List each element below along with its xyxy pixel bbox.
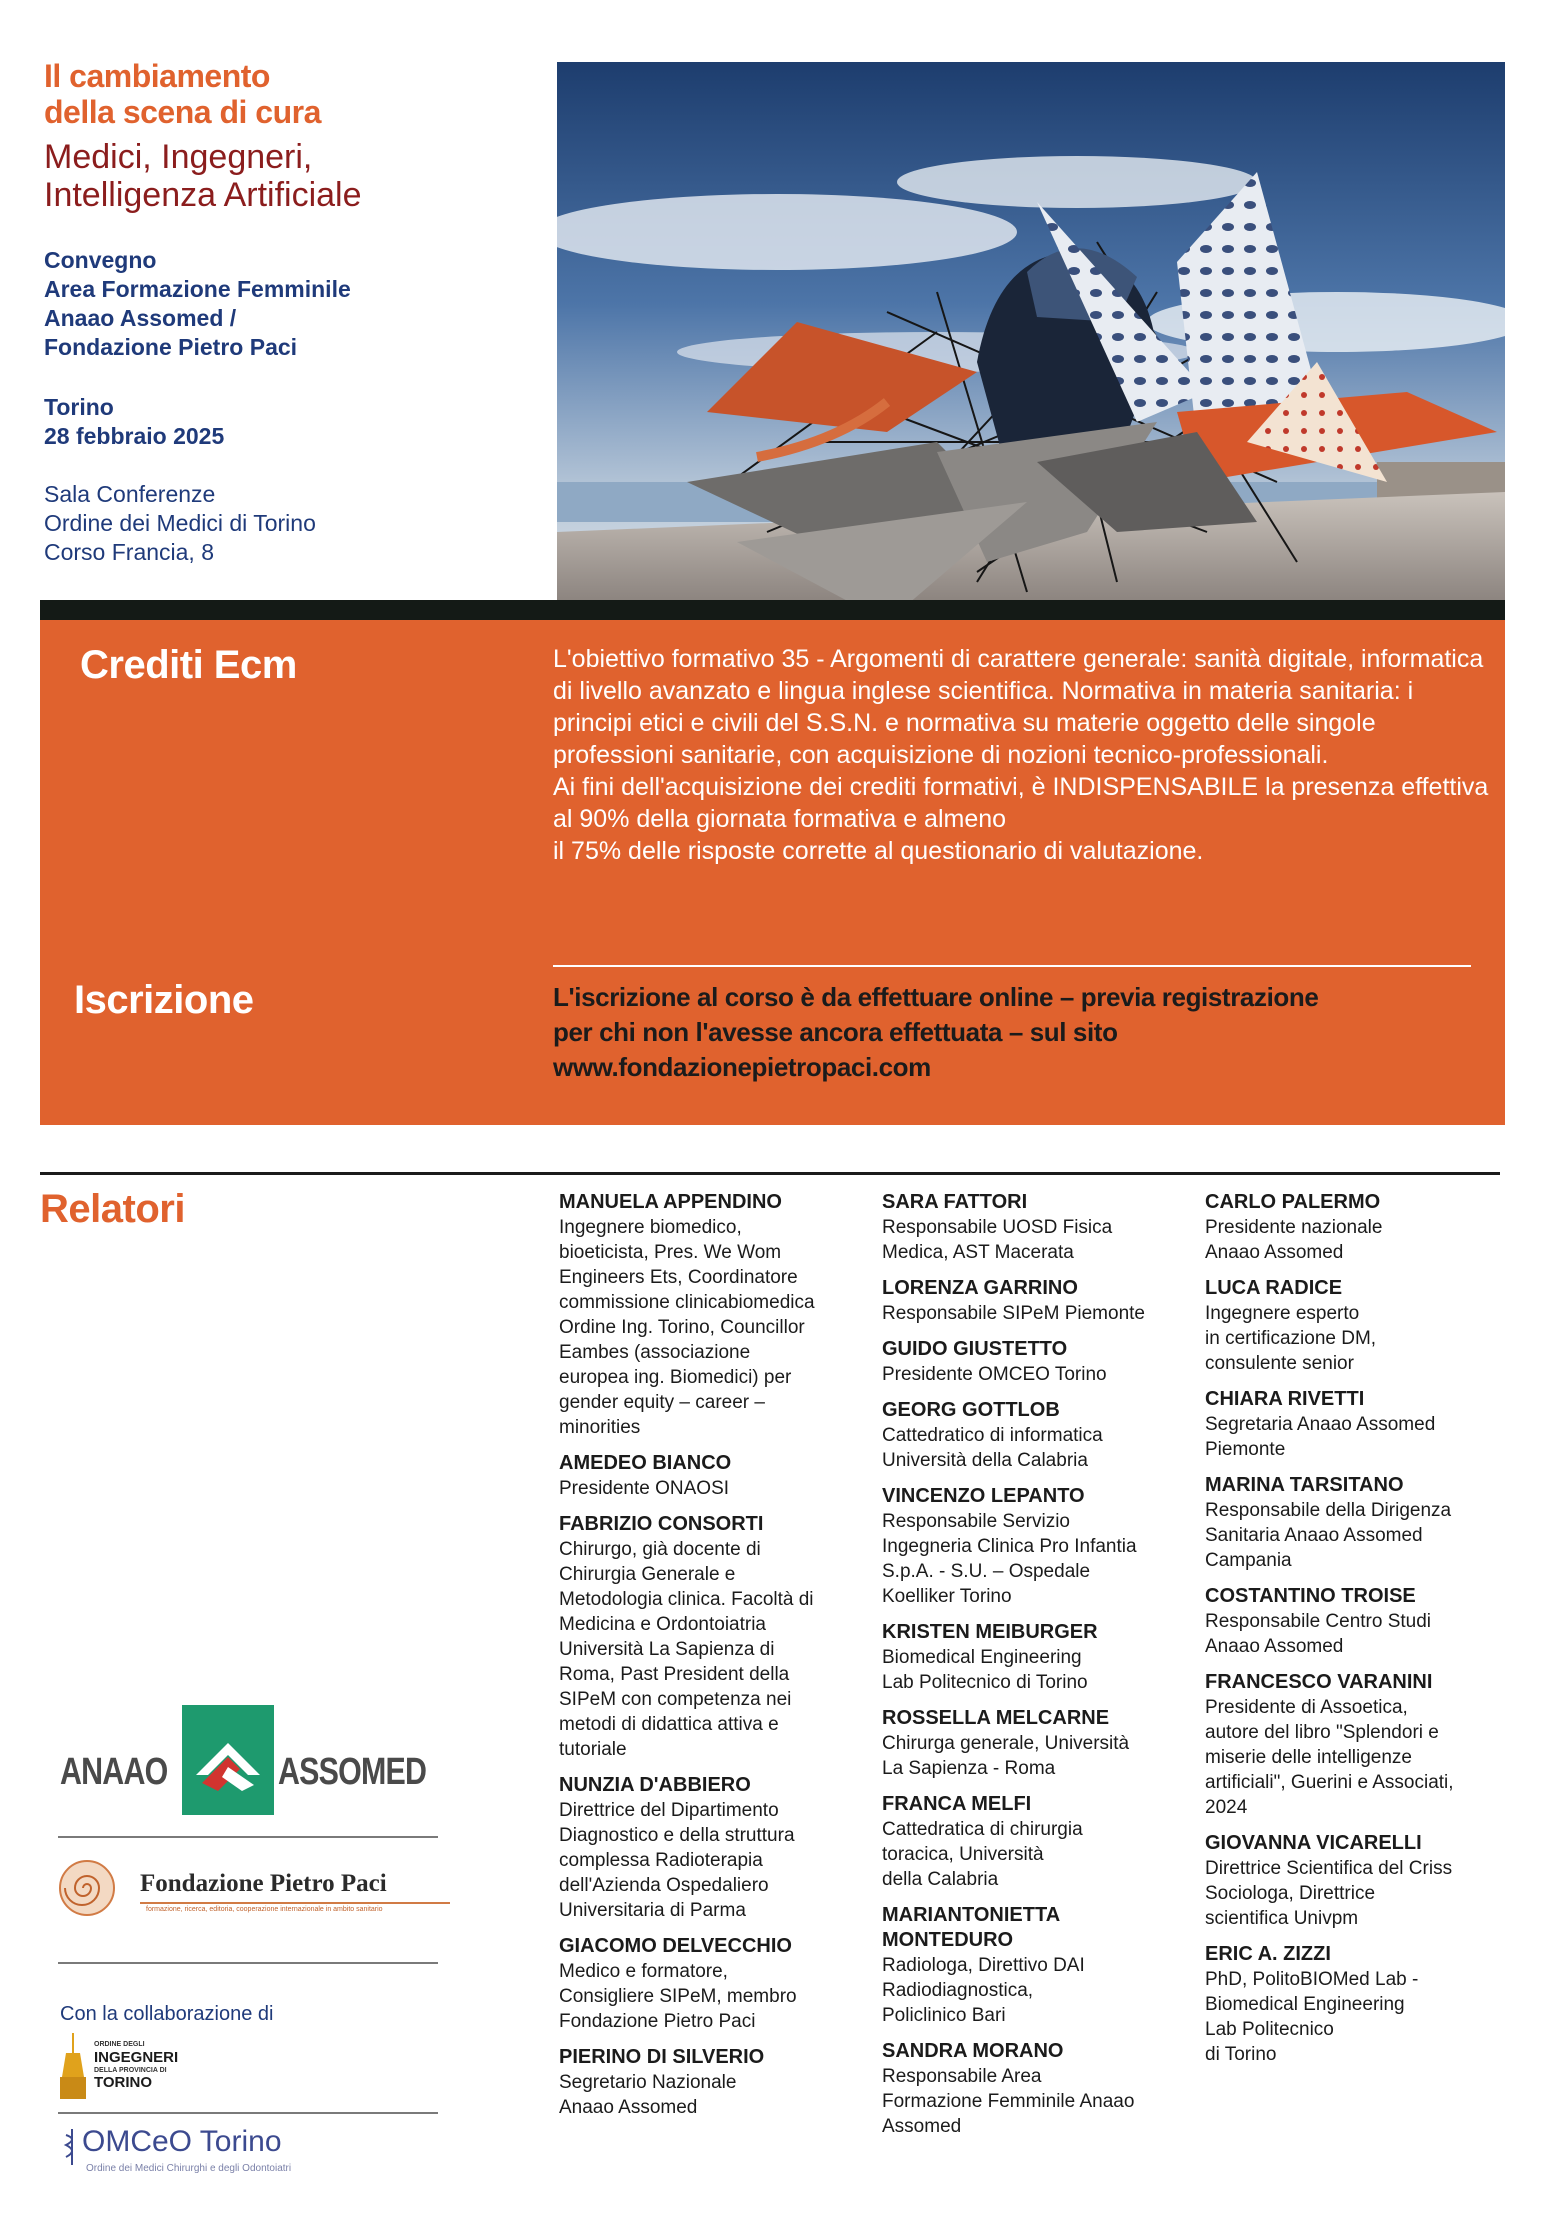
iscrizione-line1: L'iscrizione al corso è da effettuare online – previa registrazione <box>553 982 1319 1012</box>
fondazione-tagline: formazione, ricerca, editoria, cooperazione internazionale in ambito sanitario <box>146 1906 383 1913</box>
speaker-role-line: autore del libro "Splendori e <box>1205 1722 1439 1743</box>
speaker-role-line: Anaao Assomed <box>1205 1636 1344 1657</box>
speaker-role-line: consulente senior <box>1205 1353 1354 1374</box>
anaao-emblem-icon <box>182 1705 274 1815</box>
anaao-emblem-svg <box>182 1705 274 1815</box>
ingegneri-logo-main: INGEGNERI <box>94 2049 179 2066</box>
anaao-assomed-logo <box>60 1705 440 1815</box>
speaker-entry <box>882 1190 1192 1265</box>
relatori-rule <box>40 1172 1500 1175</box>
omceo-logo-text: OMCeO Torino <box>82 2125 282 2158</box>
ingegneri-logo-city: TORINO <box>94 2074 153 2091</box>
speaker-role-line: Responsabile della Dirigenza <box>1205 1500 1452 1521</box>
speaker-role-line: gender equity – career – <box>559 1392 765 1413</box>
speaker-entry <box>882 1620 1192 1695</box>
speaker-role-line: Diagnostico e della struttura <box>559 1825 795 1846</box>
speaker-name: FRANCA MELFI <box>882 1793 1032 1815</box>
mole-antonelliana-svg <box>58 2033 88 2099</box>
event-date: 28 febbraio 2025 <box>44 423 225 449</box>
speaker-entry <box>1205 1387 1515 1462</box>
speaker-entry <box>1205 1942 1515 2067</box>
speaker-role-line: Responsabile Centro Studi <box>1205 1611 1432 1632</box>
logo-divider <box>58 1836 438 1838</box>
speaker-entry <box>1205 1831 1515 1931</box>
speaker-name: ERIC A. ZIZZI <box>1205 1943 1331 1965</box>
relatori-heading: Relatori <box>40 1187 185 1231</box>
event-subtitle <box>44 138 524 214</box>
speaker-entry <box>1205 1584 1515 1659</box>
speaker-role-line: Assomed <box>882 2116 962 2137</box>
speaker-role-line: Anaao Assomed <box>1205 1242 1344 1263</box>
fondazione-logo <box>56 1858 456 1918</box>
speaker-role-line: Sanitaria Anaao Assomed <box>1205 1525 1423 1546</box>
speaker-role-line: Ingegneria Clinica Pro Infantia <box>882 1536 1137 1557</box>
speaker-role-line: Ordine Ing. Torino, Councillor <box>559 1317 805 1338</box>
speaker-entry <box>882 1398 1192 1473</box>
speaker-name: MANUELA APPENDINO <box>559 1191 782 1213</box>
speaker-name: KRISTEN MEIBURGER <box>882 1621 1098 1643</box>
speaker-role-line: Responsabile UOSD Fisica <box>882 1217 1113 1238</box>
speaker-role-line: Universitaria di Parma <box>559 1900 746 1921</box>
speaker-role-line: commissione clinicabiomedica <box>559 1292 815 1313</box>
speaker-role-line: SIPeM con competenza nei <box>559 1689 792 1710</box>
speaker-role-line: Responsabile Area <box>882 2066 1042 2087</box>
speaker-role-line: Fondazione Pietro Paci <box>559 2011 756 2032</box>
logo-divider <box>58 1962 438 1964</box>
crediti-requirement: Ai fini dell'acquisizione dei crediti formativi, è INDISPENSABILE la presenza effettiva al 90% della giornata formativa e almeno <box>553 773 1489 833</box>
speaker-role-line: Lab Politecnico di Torino <box>882 1672 1088 1693</box>
speaker-role-line: europea ing. Biomedici) per <box>559 1367 792 1388</box>
speaker-role-line: Koelliker Torino <box>882 1586 1012 1607</box>
speaker-role-line: Chirurgia Generale e <box>559 1564 736 1585</box>
speaker-role-line: Medica, AST Macerata <box>882 1242 1074 1263</box>
speaker-role-line: Roma, Past President della <box>559 1664 790 1685</box>
venue-line: Ordine dei Medici di Torino <box>44 510 316 536</box>
speakers-column-3 <box>1205 1190 1515 2078</box>
nautilus-shell-svg <box>56 1858 118 1918</box>
event-city: Torino <box>44 394 114 420</box>
speaker-role-line: Chirurgo, già docente di <box>559 1539 761 1560</box>
speaker-role-line: Campania <box>1205 1550 1292 1571</box>
speaker-name: NUNZIA D'ABBIERO <box>559 1774 751 1796</box>
speaker-name: COSTANTINO TROISE <box>1205 1585 1416 1607</box>
speaker-name: LUCA RADICE <box>1205 1277 1343 1299</box>
speaker-role-line: scientifica Univpm <box>1205 1908 1359 1929</box>
speaker-role-line: Università della Calabria <box>882 1450 1088 1471</box>
speaker-role-line: della Calabria <box>882 1869 999 1890</box>
venue-line: Corso Francia, 8 <box>44 539 215 565</box>
speaker-role-line: Cattedratica di chirurgia <box>882 1819 1083 1840</box>
speaker-entry <box>559 1773 869 1923</box>
venue-block <box>44 480 544 567</box>
speaker-name: GIOVANNA VICARELLI <box>1205 1832 1422 1854</box>
speaker-role-line: Biomedical Engineering <box>882 1647 1082 1668</box>
speaker-role-line: in certificazione DM, <box>1205 1328 1377 1349</box>
fondazione-logo-text: Fondazione Pietro Paci <box>140 1870 387 1897</box>
speaker-entry <box>882 2039 1192 2139</box>
anaao-logo-text: ANAAO <box>60 1751 168 1793</box>
speaker-role-line: Radiologa, Direttivo DAI <box>882 1955 1085 1976</box>
speaker-name: AMEDEO BIANCO <box>559 1452 732 1474</box>
speaker-entry <box>559 1934 869 2034</box>
crediti-requirement-2: il 75% delle risposte corrette al questionario di valutazione. <box>553 837 1204 865</box>
convegno-line: Anaao Assomed / <box>44 305 237 331</box>
event-title-line2: della scena di cura <box>44 94 321 130</box>
omceo-logo-subtext: Ordine dei Medici Chirurghi e degli Odontoiatri <box>86 2163 292 2174</box>
dark-divider-bar <box>40 600 1505 620</box>
convegno-block <box>44 246 544 362</box>
speaker-role-line: Ingegnere biomedico, <box>559 1217 742 1238</box>
speaker-entry <box>1205 1276 1515 1376</box>
speaker-entry <box>882 1484 1192 1609</box>
speaker-name: LORENZA GARRINO <box>882 1277 1078 1299</box>
speaker-role-line: metodi di didattica attiva e <box>559 1714 779 1735</box>
speaker-entry <box>882 1337 1192 1387</box>
speaker-role-line: Segretario Nazionale <box>559 2072 737 2093</box>
mole-antonelliana-icon <box>58 2033 88 2099</box>
speaker-role-line: Eambes (associazione <box>559 1342 751 1363</box>
speaker-name: CHIARA RIVETTI <box>1205 1388 1365 1410</box>
speaker-name: PIERINO DI SILVERIO <box>559 2046 765 2068</box>
speaker-entry <box>882 1903 1192 2028</box>
speaker-role-line: PhD, PolitoBIOMed Lab - <box>1205 1969 1419 1990</box>
speaker-role-line: Sociologa, Direttrice <box>1205 1883 1376 1904</box>
speaker-entry <box>559 1451 869 1501</box>
speaker-role-line: Presidente ONAOSI <box>559 1478 730 1499</box>
venue-line: Sala Conferenze <box>44 481 216 507</box>
speaker-role-line: Responsabile Servizio <box>882 1511 1070 1532</box>
speaker-role-line: S.p.A. - S.U. – Ospedale <box>882 1561 1091 1582</box>
event-title-line1: Il cambiamento <box>44 58 270 94</box>
speaker-name: MARIANTONIETTA MONTEDURO <box>882 1904 1060 1951</box>
speaker-role-line: Direttrice Scientifica del Criss <box>1205 1858 1453 1879</box>
speaker-role-line: Ingegnere esperto <box>1205 1303 1360 1324</box>
speaker-name: CARLO PALERMO <box>1205 1191 1381 1213</box>
speaker-entry <box>882 1792 1192 1892</box>
registration-link[interactable]: www.fondazionepietropaci.com <box>553 1052 931 1082</box>
speaker-entry <box>1205 1190 1515 1265</box>
speaker-role-line: complessa Radioterapia <box>559 1850 763 1871</box>
speaker-name: FABRIZIO CONSORTI <box>559 1513 764 1535</box>
assomed-logo-text: ASSOMED <box>278 1751 427 1793</box>
speaker-entry <box>882 1706 1192 1781</box>
speaker-role-line: Segretaria Anaao Assomed <box>1205 1414 1436 1435</box>
convegno-line: Area Formazione Femminile <box>44 276 351 302</box>
speaker-role-line: Anaao Assomed <box>559 2097 698 2118</box>
speaker-name: ROSSELLA MELCARNE <box>882 1707 1110 1729</box>
hero-sculpture-illustration <box>557 62 1505 600</box>
convegno-line: Convegno <box>44 247 157 273</box>
speaker-role-line: Presidente OMCEO Torino <box>882 1364 1107 1385</box>
speaker-entry <box>559 1512 869 1762</box>
speaker-name: SARA FATTORI <box>882 1191 1028 1213</box>
speaker-role-line: toracica, Università <box>882 1844 1044 1865</box>
caduceus-svg <box>62 2127 82 2167</box>
speaker-entry <box>559 2045 869 2120</box>
event-subtitle-line1: Medici, Ingegneri, <box>44 138 313 176</box>
ingegneri-logo-small: ORDINE DEGLI <box>94 2041 145 2048</box>
speaker-role-line: Biomedical Engineering <box>1205 1994 1405 2015</box>
speaker-role-line: Direttrice del Dipartimento <box>559 1800 779 1821</box>
speaker-role-line: bioeticista, Pres. We Wom <box>559 1242 782 1263</box>
speaker-role-line: Cattedratico di informatica <box>882 1425 1103 1446</box>
speaker-role-line: artificiali", Guerini e Associati, <box>1205 1772 1454 1793</box>
crediti-heading: Crediti Ecm <box>80 643 297 687</box>
speaker-role-line: Medico e formatore, <box>559 1961 728 1982</box>
speaker-name: FRANCESCO VARANINI <box>1205 1671 1433 1693</box>
speakers-column-1 <box>559 1190 869 2131</box>
speaker-role-line: Lab Politecnico <box>1205 2019 1334 2040</box>
speaker-name: GIACOMO DELVECCHIO <box>559 1935 792 1957</box>
speaker-role-line: Responsabile SIPeM Piemonte <box>882 1303 1145 1324</box>
speaker-role-line: Metodologia clinica. Facoltà di <box>559 1589 814 1610</box>
fondazione-logo-rule <box>140 1902 450 1904</box>
city-date-block <box>44 393 544 451</box>
logo-divider <box>58 2112 438 2114</box>
speaker-role-line: 2024 <box>1205 1797 1248 1818</box>
hero-sculpture-image <box>557 62 1505 600</box>
caduceus-icon <box>62 2127 82 2167</box>
speaker-role-line: dell'Azienda Ospedaliero <box>559 1875 769 1896</box>
speaker-role-line: La Sapienza - Roma <box>882 1758 1056 1779</box>
speaker-name: GEORG GOTTLOB <box>882 1399 1060 1421</box>
speaker-role-line: tutoriale <box>559 1739 627 1760</box>
convegno-line: Fondazione Pietro Paci <box>44 334 298 360</box>
speaker-role-line: Policlinico Bari <box>882 2005 1006 2026</box>
speaker-entry <box>1205 1473 1515 1573</box>
iscrizione-heading: Iscrizione <box>74 978 254 1022</box>
iscrizione-text <box>553 980 1453 1085</box>
speakers-column-2 <box>882 1190 1192 2150</box>
speaker-entry <box>559 1190 869 1440</box>
speaker-name: GUIDO GIUSTETTO <box>882 1338 1068 1360</box>
omceo-logo <box>62 2125 362 2185</box>
speaker-role-line: Presidente nazionale <box>1205 1217 1383 1238</box>
speaker-role-line: Formazione Femminile Anaao <box>882 2091 1135 2112</box>
speaker-entry <box>882 1276 1192 1326</box>
speaker-name: VINCENZO LEPANTO <box>882 1485 1085 1507</box>
ordine-ingegneri-logo <box>58 2033 258 2099</box>
ingegneri-logo-sub: DELLA PROVINCIA DI <box>94 2067 167 2074</box>
speaker-role-line: Piemonte <box>1205 1439 1286 1460</box>
speaker-role-line: Consigliere SIPeM, membro <box>559 1986 797 2007</box>
nautilus-shell-icon <box>56 1858 118 1918</box>
speaker-role-line: di Torino <box>1205 2044 1277 2065</box>
speaker-role-line: Presidente di Assoetica, <box>1205 1697 1408 1718</box>
speaker-role-line: Chirurga generale, Università <box>882 1733 1130 1754</box>
speaker-role-line: Università La Sapienza di <box>559 1639 775 1660</box>
event-subtitle-line2: Intelligenza Artificiale <box>44 176 362 214</box>
speaker-entry <box>1205 1670 1515 1820</box>
crediti-objective: L'obiettivo formativo 35 - Argomenti di carattere generale: sanità digitale, informatica di livello avanzato e lingua inglese scientifica. Normativa in materia sanitaria: i principi etici e civili del S.S.N. e normativa su materie oggetto delle singole professioni sanitarie, con acquisizione di nozioni tecnico-professionali. <box>553 645 1484 769</box>
speaker-name: SANDRA MORANO <box>882 2040 1064 2062</box>
crediti-text <box>553 643 1493 867</box>
panel-divider <box>553 965 1471 967</box>
collaboration-label: Con la collaborazione di <box>60 2003 274 2025</box>
speaker-role-line: miserie delle intelligenze <box>1205 1747 1412 1768</box>
speaker-name: MARINA TARSITANO <box>1205 1474 1404 1496</box>
iscrizione-line2: per chi non l'avesse ancora effettuata – sul sito <box>553 1017 1118 1047</box>
event-title <box>44 58 524 130</box>
speaker-role-line: minorities <box>559 1417 641 1438</box>
speaker-role-line: Radiodiagnostica, <box>882 1980 1034 2001</box>
speaker-role-line: Medicina e Ordontoiatria <box>559 1614 766 1635</box>
speaker-role-line: Engineers Ets, Coordinatore <box>559 1267 798 1288</box>
